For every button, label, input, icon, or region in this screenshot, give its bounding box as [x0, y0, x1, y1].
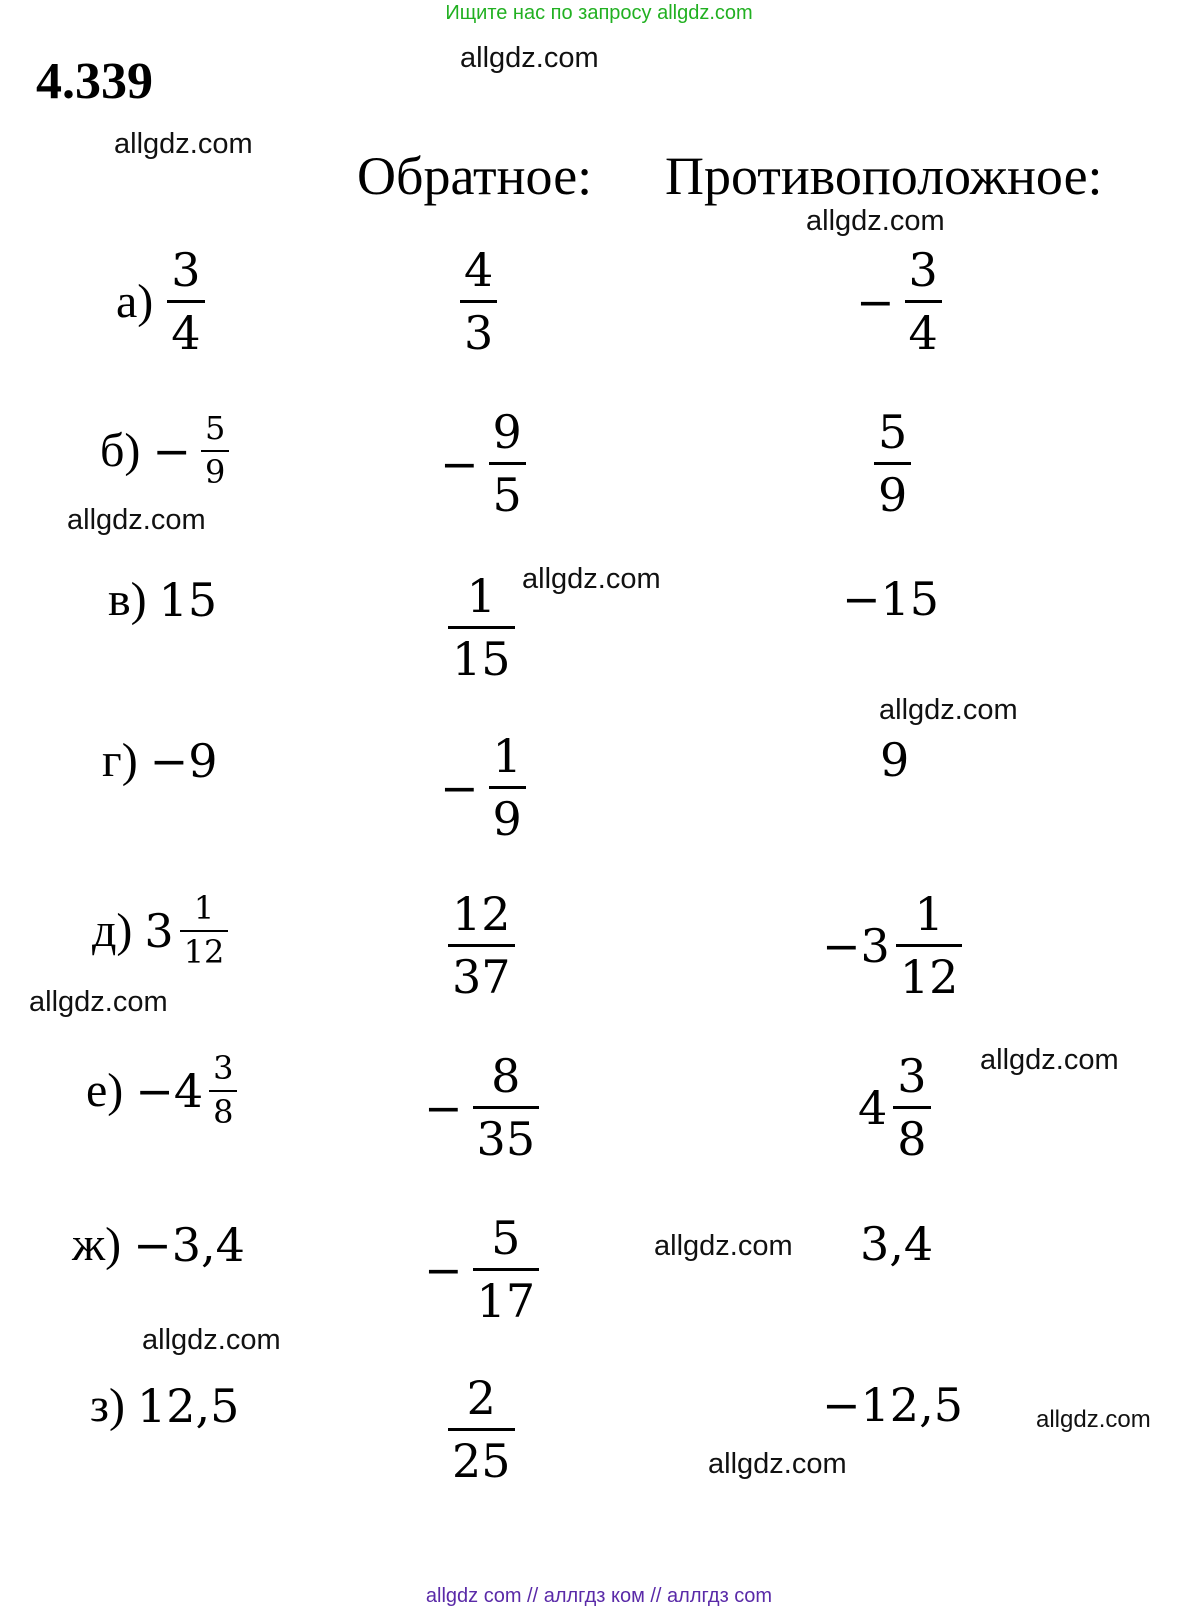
numerator: 5: [491, 1211, 521, 1265]
denominator: 37: [452, 950, 511, 1005]
denominator: 9: [204, 452, 226, 491]
row-zh-reciprocal: [424, 1211, 541, 1329]
fraction: [473, 1049, 540, 1167]
numerator: 3: [171, 243, 201, 297]
watermark: allgdz.com: [879, 694, 1018, 726]
watermark: allgdz.com: [654, 1230, 793, 1262]
numerator: 4: [464, 243, 494, 297]
numerator: 1: [466, 569, 496, 623]
denominator: 12: [899, 950, 959, 1005]
numerator: 1: [492, 729, 522, 783]
whole-part: 4: [858, 1080, 888, 1135]
value: 3,4: [860, 1217, 934, 1271]
watermark: allgdz.com: [708, 1448, 847, 1480]
row-b-opposite: [872, 405, 913, 523]
whole-part: −4: [135, 1063, 204, 1118]
row-v-reciprocal: [446, 569, 517, 687]
minus-sign: −: [440, 760, 479, 815]
watermark: allgdz.com: [522, 563, 661, 595]
numerator: 8: [491, 1049, 521, 1103]
row-a-reciprocal: [458, 243, 499, 361]
minus-sign: −: [424, 1242, 463, 1297]
row-label: г): [102, 734, 138, 787]
denominator: 35: [476, 1112, 536, 1167]
row-b-reciprocal: [440, 405, 528, 523]
header-opposite: Противоположное:: [665, 146, 1103, 206]
fraction: [893, 1049, 930, 1167]
value: 9: [880, 733, 910, 787]
fraction: [489, 405, 526, 523]
minus-sign: −: [440, 436, 479, 491]
row-zh-given: [72, 1218, 245, 1272]
row-label: д): [92, 903, 133, 957]
value: 12,5: [136, 1379, 240, 1433]
row-g-given: [102, 734, 218, 788]
row-v-opposite: [842, 572, 940, 626]
fraction: [896, 887, 963, 1005]
row-label: б): [100, 423, 141, 477]
numerator: 1: [193, 889, 215, 927]
watermark: allgdz.com: [142, 1324, 281, 1356]
numerator: 2: [466, 1371, 496, 1425]
denominator: 4: [171, 306, 201, 361]
numerator: 5: [204, 409, 226, 447]
value: −15: [842, 572, 940, 626]
numerator: 9: [492, 405, 522, 459]
watermark: allgdz.com: [980, 1044, 1119, 1076]
row-b-given: [100, 409, 231, 491]
numerator: 12: [452, 887, 511, 941]
row-label: з): [90, 1379, 125, 1432]
header-reciprocal: Обратное:: [357, 146, 593, 206]
exercise-number: 4.339: [36, 53, 153, 110]
fraction: [448, 1371, 515, 1489]
top-search-note: Ищите нас по запросу allgdz.com: [445, 2, 753, 24]
fraction: [489, 729, 526, 847]
value: 15: [158, 573, 218, 627]
whole-part: −3: [822, 918, 890, 973]
watermark: allgdz.com: [1036, 1406, 1151, 1433]
fraction: [448, 887, 515, 1005]
row-e-opposite: [858, 1049, 933, 1167]
row-g-reciprocal: [440, 729, 528, 847]
row-z-given: [90, 1379, 240, 1433]
row-d-reciprocal: [446, 887, 517, 1005]
fraction: [874, 405, 911, 523]
denominator: 8: [897, 1112, 927, 1167]
row-a-opposite: [856, 243, 944, 361]
denominator: 25: [452, 1434, 511, 1489]
numerator: 1: [914, 887, 944, 941]
fraction: [905, 243, 942, 361]
fraction: [209, 1049, 237, 1131]
row-d-given: [92, 889, 230, 971]
denominator: 9: [878, 468, 908, 523]
denominator: 4: [908, 306, 938, 361]
watermark: allgdz.com: [29, 986, 168, 1018]
value: −3,4: [133, 1218, 245, 1272]
value: −12,5: [822, 1378, 963, 1432]
row-label: е): [86, 1063, 124, 1117]
denominator: 8: [213, 1092, 234, 1131]
denominator: 9: [492, 792, 522, 847]
fraction: [473, 1211, 540, 1329]
row-e-reciprocal: [424, 1049, 541, 1167]
row-g-opposite: [880, 733, 910, 787]
watermark: allgdz.com: [67, 504, 206, 536]
minus-sign: −: [152, 423, 191, 478]
fraction: [448, 569, 515, 687]
row-d-opposite: [822, 887, 964, 1005]
denominator: 3: [464, 306, 494, 361]
denominator: 15: [452, 632, 511, 687]
value: −9: [149, 734, 218, 788]
minus-sign: −: [424, 1080, 463, 1135]
numerator: 5: [878, 405, 908, 459]
minus-sign: −: [856, 274, 895, 329]
row-zh-opposite: [860, 1217, 934, 1271]
numerator: 3: [213, 1049, 234, 1087]
row-z-reciprocal: [446, 1371, 517, 1489]
denominator: 12: [183, 932, 225, 971]
whole-part: 3: [144, 903, 174, 958]
watermark: allgdz.com: [114, 128, 253, 160]
row-label: в): [108, 573, 147, 626]
fraction: [201, 409, 229, 491]
row-label: а): [116, 274, 154, 328]
numerator: 3: [908, 243, 938, 297]
watermark: allgdz.com: [806, 205, 945, 237]
row-z-opposite: [822, 1378, 963, 1432]
numerator: 3: [897, 1049, 927, 1103]
fraction: [460, 243, 497, 361]
footer-watermark: allgdz com // аллгдз ком // аллгдз com: [425, 1585, 773, 1607]
denominator: 17: [476, 1274, 536, 1329]
row-e-given: [86, 1049, 239, 1131]
fraction: [167, 243, 204, 361]
denominator: 5: [492, 468, 522, 523]
row-a-given: [116, 243, 207, 361]
row-v-given: [108, 573, 218, 627]
row-label: ж): [72, 1218, 122, 1271]
fraction: [180, 889, 229, 971]
watermark: allgdz.com: [460, 42, 599, 74]
